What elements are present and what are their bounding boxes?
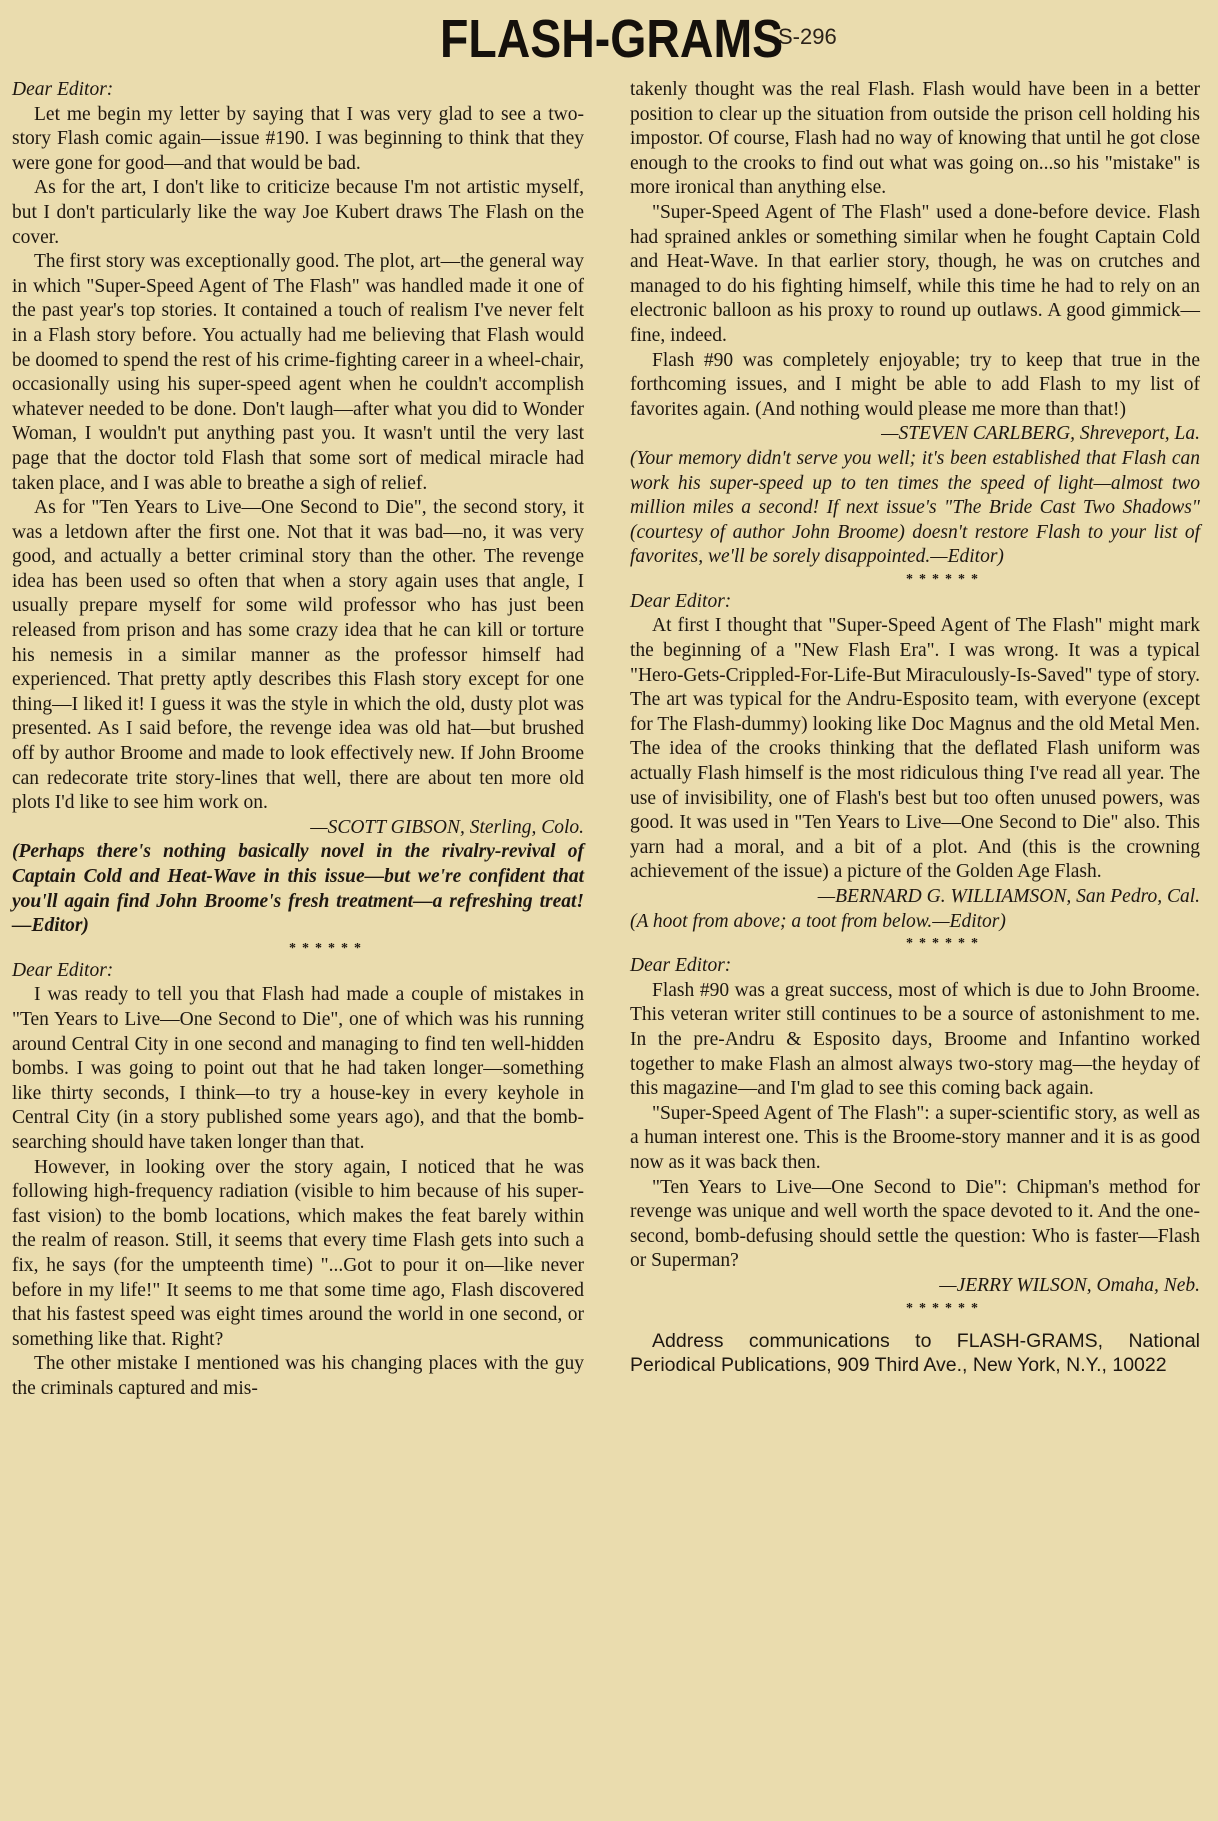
letter-paragraph: "Ten Years to Live—One Second to Die": Chipman's method for revenge was unique and well worth the space devoted to it. And the one-second, bomb-defusing should settle the question: Who is faster—Flash or Superman?: [630, 1176, 1200, 1272]
letter-2-continued: [630, 78, 1200, 590]
letter-paragraph: I was ready to tell you that Flash had made a couple of mistakes in "Ten Years to Live—One Second to Die", one of which was his running around Central City in one second and managing to find ten well-hidden bombs. I was going to point out that he had taken longer—something like thirty seconds, I think—to try a house-key in every keyhole in Central City (in a story published some years ago), and that the bomb-searching should have taken longer than that.: [12, 984, 584, 1153]
editor-reply: (A hoot from above; a toot from below.—Editor): [630, 910, 1006, 932]
letter-2: [12, 959, 584, 1402]
letter-paragraph: "Super-Speed Agent of The Flash": a super-scientific story, as well as a human interest one. This is the Broome-story manner and it is as good now as it was back then.: [630, 1102, 1200, 1173]
letter-paragraph: As for "Ten Years to Live—One Second to Die", the second story, it was a letdown after the first one. Not that it was bad—no, it was very good, and actually a better criminal story than the other. The revenge idea has been used so often that when a story again uses that angle, I usually prepare myself for some wild professor who has just been released from prison and has some crazy idea that he can kill or torture his nemesis in a similar manner as the professor himself had experienced. That pretty aptly describes this Flash story except for one thing—I liked it! I guess it was the style in which the old, dusty plot was presented. As I said before, the revenge idea was old hat—but brushed off by author Broome and made to look effectively new. If John Broome can redecorate trite story-lines that well, there are about ten more old plots I'd like to see him work on.: [12, 497, 584, 814]
letter-paragraph: takenly thought was the real Flash. Flash would have been in a better position to clear up the situation from outside the prison cell holding his impostor. Of course, Flash had no way of knowing that until he got close enough to the crooks to find out what was going on...so his "mistake" is more ironical than anything else.: [630, 79, 1200, 199]
letter-greeting: Dear Editor:: [630, 590, 732, 612]
page-header: [0, 8, 1218, 70]
separator-stars: ******: [906, 571, 984, 587]
page-title: FLASH-GRAMS: [440, 9, 784, 69]
editor-reply: (Perhaps there's nothing basically novel in the rivalry-revival of Captain Cold and Heat-Wave in this issue—but we're confident that you'll again find John Broome's fresh treatment—a refreshing treat!—Editor): [12, 841, 584, 937]
letter-signature: —SCOTT GIBSON, Sterling, Colo.: [310, 816, 584, 838]
separator-stars: ******: [289, 940, 367, 956]
letter-signature: —BERNARD G. WILLIAMSON, San Pedro, Cal.: [817, 886, 1200, 907]
letter-paragraph: At first I thought that "Super-Speed Agent of The Flash" might mark the beginning of a "New Flash Era". I was wrong. It was a typical "Hero-Gets-Crippled-For-Life-But Miraculously-Is-Saved" type of story. The art was typical for the Andru-Esposito team, with everyone (except for The Flash-dummy) looking like Doc Magnus and the old Metal Men. The idea of the crooks thinking that the deflated Flash uniform was actually Flash himself is the most ridiculous thing I've read all year. The use of invisibility, one of Flash's best but too often unused powers, was good. It was used in "Ten Years to Live—One Second to Die" also. This yarn had a moral, and a bit of a plot. And (this is the crowning achievement of the issue) a picture of the Golden Age Flash.: [630, 615, 1200, 883]
letter-1: [12, 78, 584, 959]
letter-4: [630, 954, 1200, 1318]
mailing-address: Address communications to FLASH-GRAMS, National Periodical Publications, 909 Third Ave., New York, N.Y., 10022: [630, 1329, 1200, 1377]
separator-stars: ******: [906, 1300, 984, 1316]
right-column: [630, 78, 1200, 1378]
letter-signature: —STEVEN CARLBERG, Shreveport, La.: [881, 423, 1200, 445]
letter-paragraph: Flash #90 was a great success, most of which is due to John Broome. This veteran writer still continues to be a source of astonishment to me. In the pre-Andru & Esposito days, Broome and Infantino worked together to make Flash an almost always two-story mag—the heyday of this magazine—and I'm glad to see this coming back again.: [630, 979, 1200, 1100]
left-column: [12, 78, 584, 1401]
editor-reply: (Your memory didn't serve you well; it's been established that Flash can work his super-speed up to ten times the speed of light—almost two million miles a second! If next issue's "The Bride Cast Two Shadows" (courtesy of author John Broome) doesn't restore Flash to your list of favorites, we'll be sorely disappointed.—Editor): [630, 447, 1200, 568]
letter-3: [630, 590, 1200, 954]
letter-greeting: Dear Editor:: [630, 955, 732, 977]
letter-signature: —JERRY WILSON, Omaha, Neb.: [939, 1274, 1200, 1296]
letter-paragraph: "Super-Speed Agent of The Flash" used a done-before device. Flash had sprained ankles or something similar when he fought Captain Cold and Heat-Wave. In that earlier story, though, he was on crutches and managed to do his fighting himself, while this time he had to rely on an electronic balloon as his proxy to round up outlaws. A good gimmick—fine, indeed.: [630, 201, 1200, 346]
separator-stars: ******: [906, 936, 984, 952]
letter-paragraph: The first story was exceptionally good. The plot, art—the general way in which "Super-Speed Agent of The Flash" was handled made it one of the past year's top stories. It contained a touch of realism I've never felt in a Flash story before. You actually had me believing that Flash would be doomed to spend the rest of his crime-fighting career in a wheel-chair, occasionally using his super-speed agent when he couldn't accomplish whatever needed to be done. Don't laugh—after what you did to Wonder Woman, I wouldn't put anything past you. It wasn't until the very last page that the doctor told Flash that some sort of medical miracle had taken place, and I was able to breathe a sigh of relief.: [12, 251, 584, 494]
letter-paragraph: As for the art, I don't like to criticize because I'm not artistic myself, but I don't particularly like the way Joe Kubert draws The Flash on the cover.: [12, 177, 584, 248]
letter-greeting: Dear Editor:: [12, 79, 114, 100]
letter-greeting: Dear Editor:: [12, 959, 114, 981]
letter-paragraph: However, in looking over the story again, I noticed that he was following high-frequency radiation (visible to him because of his super-fast vision) to the bomb locations, which makes the feat barely within the realm of reason. Still, it seems that every time Flash gets into such a fix, he says (for the umpteenth time) "...Got to pour it on—like never before in my life!" It seems to me that some time ago, Flash discovered that his fastest speed was eight times around the world in one second, or something like that. Right?: [12, 1156, 584, 1350]
letter-paragraph: Flash #90 was completely enjoyable; try to keep that true in the forthcoming issues, and I might be able to add Flash to my list of favorites again. (And nothing would please me more than that!): [630, 349, 1200, 420]
letter-paragraph: Let me begin my letter by saying that I was very glad to see a two-story Flash comic again—issue #190. I was beginning to think that they were gone for good—and that would be bad.: [12, 103, 584, 174]
letter-paragraph: The other mistake I mentioned was his changing places with the guy the criminals captured and mis-: [12, 1353, 584, 1399]
page-code: S-296: [778, 24, 837, 49]
